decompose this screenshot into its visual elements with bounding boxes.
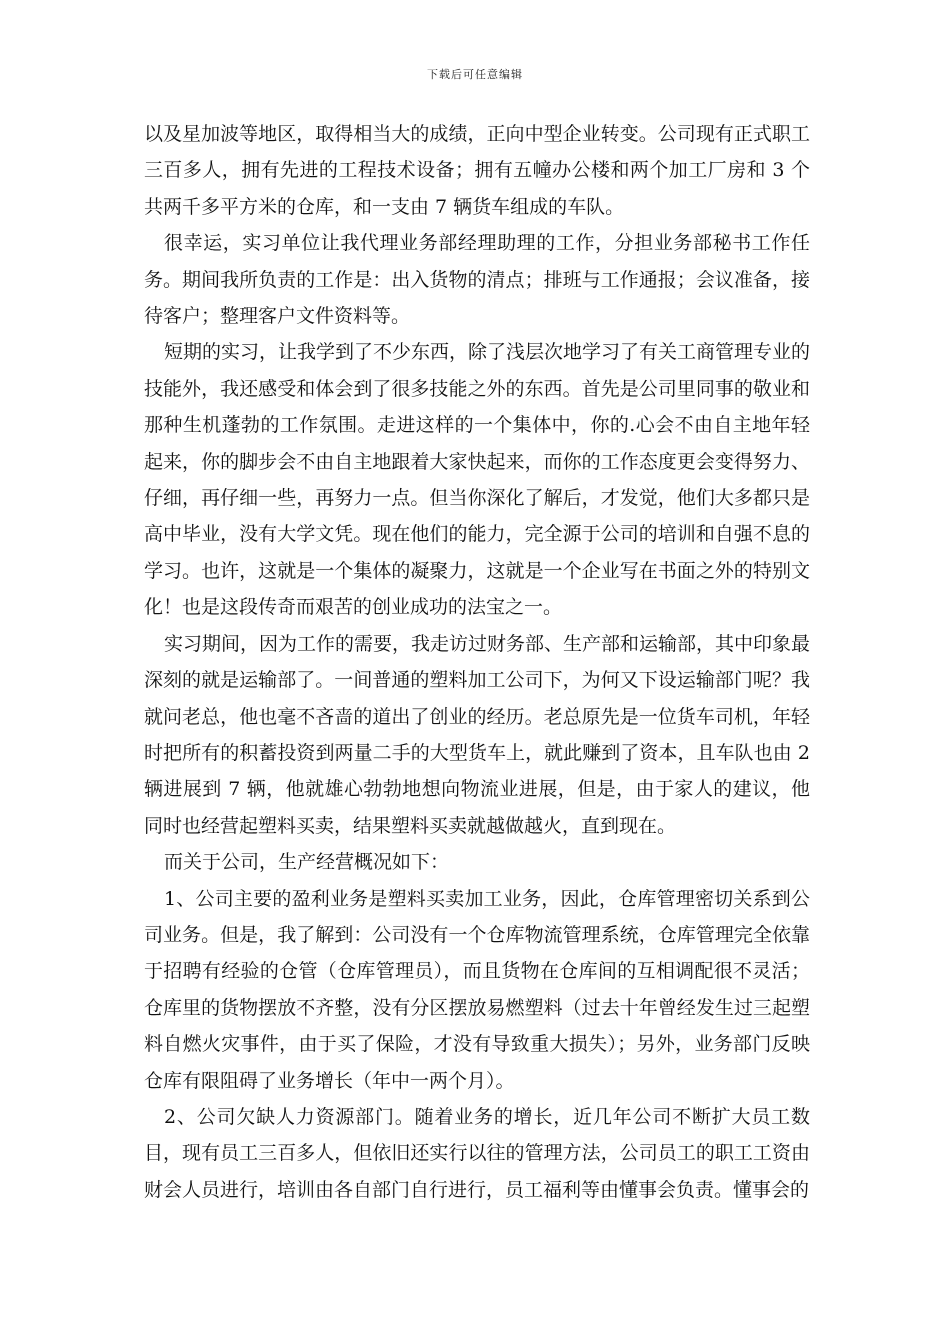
paragraph-6: 1、公司主要的盈利业务是塑料买卖加工业务，因此，仓库管理密切关系到公司业务。但是，我了解到：公司没有一个仓库物流管理系统，仓库管理完全依靠于招聘有经验的仓管（仓库管理员），而且货物在仓库间的互相调配很不灵活；仓库里的货物摆放不齐整，没有分区摆放易燃塑料（过去十年曾经发生过三起塑料自燃火灾事件，由于买了保险，才没有导致重大损失）；另外，业务部门反映仓库有限阻碍了业务增长（年中一两个月）。	[144, 887, 810, 1092]
paragraph-5: 而关于公司，生产经营概况如下：	[164, 851, 450, 874]
paragraph-4: 实习期间，因为工作的需要，我走访过财务部、生产部和运输部，其中印象最深刻的就是运输部了。一间普通的塑料加工公司下，为何又下设运输部门呢？我就问老总，他也毫不吝啬的道出了创业的经历。老总原先是一位货车司机，年轻时把所有的积蓄投资到两量二手的大型货车上，就此赚到了资本，且车队也由 2 辆进展到 7 辆，他就雄心勃勃地想向物流业进展，但是，由于家人的建议，他同时也经营起塑料买卖，结果塑料买卖就越做越火，直到现在。	[144, 632, 811, 837]
paragraph-7: 2、公司欠缺人力资源部门。随着业务的增长，近几年公司不断扩大员工数目，现有员工三百多人，但依旧还实行以往的管理方法，公司员工的职工工资由财会人员进行，培训由各自部门自行进行，员工福利等由懂事会负责。懂事会的	[144, 1105, 810, 1201]
document-body	[144, 116, 810, 1208]
page-header: 下载后可任意编辑	[427, 68, 523, 81]
paragraph-2: 很幸运，实习单位让我代理业务部经理助理的工作，分担业务部秘书工作任务。期间我所负责的工作是：出入货物的清点；排班与工作通报；会议准备，接待客户；整理客户文件资料等。	[144, 232, 810, 328]
paragraph-3: 短期的实习，让我学到了不少东西，除了浅层次地学习了有关工商管理专业的技能外，我还感受和体会到了很多技能之外的东西。首先是公司里同事的敬业和那种生机蓬勃的工作氛围。走进这样的一个集体中，你的.心会不由自主地年轻起来，你的脚步会不由自主地跟着大家快起来，而你的工作态度更会变得努力、仔细，再仔细一些，再努力一点。但当你深化了解后，才发觉，他们大多都只是高中毕业，没有大学文凭。现在他们的能力，完全源于公司的培训和自强不息的学习。也许，这就是一个集体的凝聚力，这就是一个企业写在书面之外的特别文化！也是这段传奇而艰苦的创业成功的法宝之一。	[144, 341, 811, 619]
paragraph-1: 以及星加波等地区，取得相当大的成绩，正向中型企业转变。公司现有正式职工三百多人，拥有先进的工程技术设备；拥有五幢办公楼和两个加工厂房和 3 个共两千多平方米的仓库，和一支由 7 辆货车组成的车队。	[144, 123, 810, 218]
